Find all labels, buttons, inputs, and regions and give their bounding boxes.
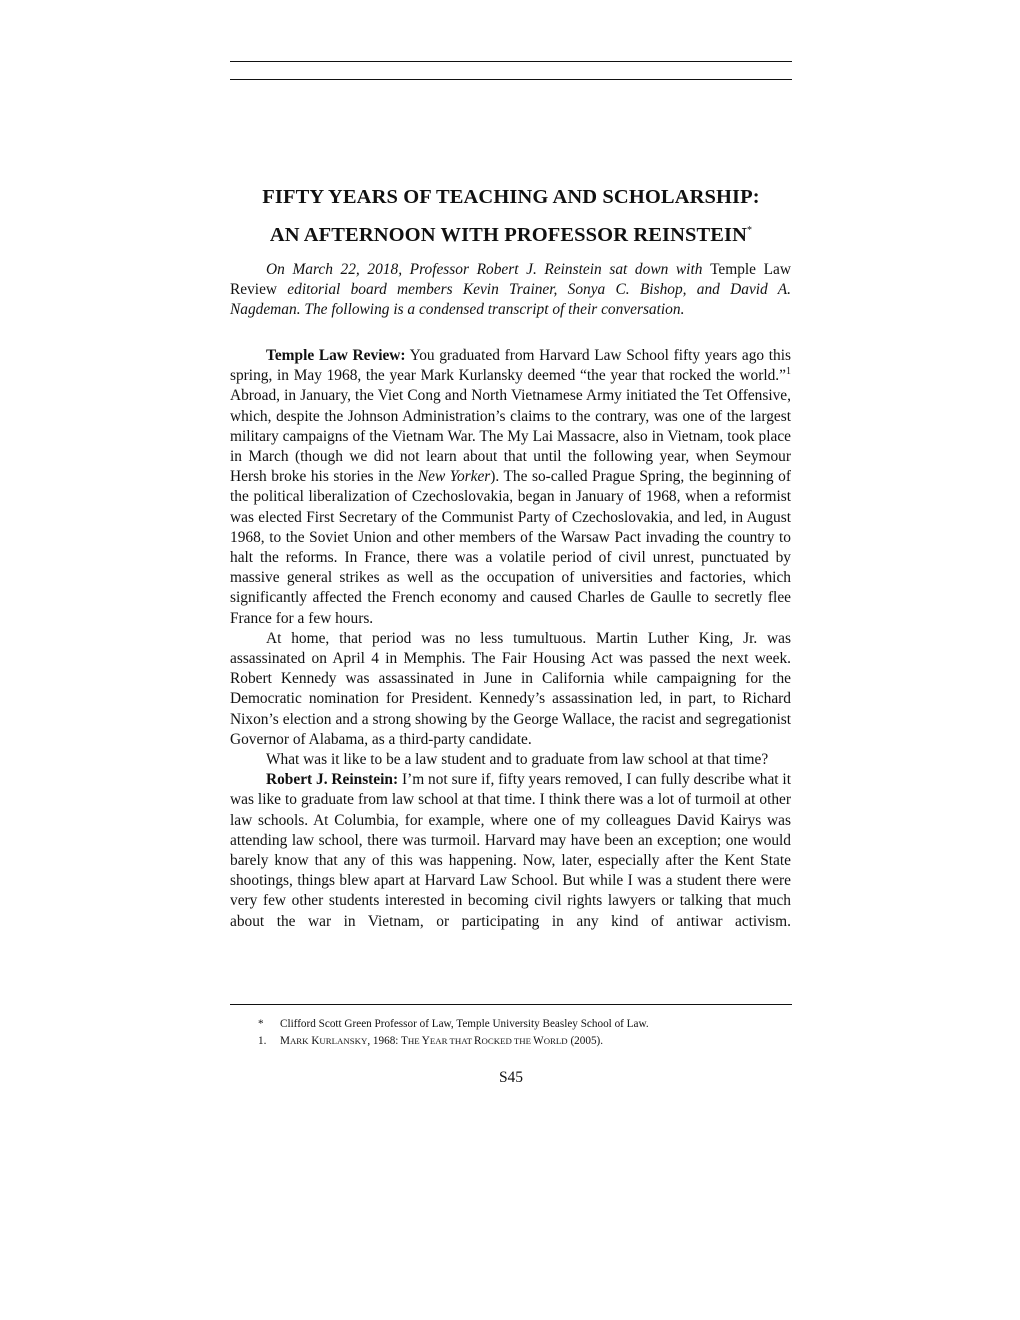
footnote-star	[258, 1017, 792, 1031]
fn1-sc-3: K	[311, 1035, 320, 1047]
page-number: S45	[498, 1069, 524, 1086]
title-footnote-marker[interactable]: *	[747, 225, 753, 237]
article-title-line-1	[230, 186, 792, 209]
fn1-sc-7: Y	[421, 1035, 430, 1047]
footnote-ref-1[interactable]: 1	[786, 366, 791, 378]
fn1-sc-12: ORLD	[543, 1036, 568, 1046]
transcript-paragraph-3: What was it like to be a law student and to graduate from law school at that time?	[266, 751, 769, 769]
intro-paragraph	[230, 260, 791, 321]
article-title-line-2	[230, 224, 792, 247]
transcript-paragraph-4	[230, 770, 791, 932]
footnote-1-number: 1.	[258, 1035, 267, 1047]
new-yorker-title: New Yorker	[417, 468, 491, 486]
paragraph-1-text-c: ). The so-called Prague Spring, the beginning of the political liberalization of Czechoslovakia, began in January of 1968, when a reformist was elected First Secretary of the Communist Party of Czechoslovakia, and led, in August 1968, to the Soviet Union and other members of the Warsaw Pact invading the country to halt the reforms. In France, there was a volatile period of civil unrest, punctuated by massive general strikes as well as the occupation of universities and factories, which significantly affected the French economy and caused Charles de Gaulle to secretly flee France for a few hours.	[230, 468, 791, 627]
paragraph-1-text-b: Abroad, in January, the Viet Cong and North Vietnamese Army initiated the Tet Offensive, which, despite the Johnson Administration’s claims to the contrary, was one of the largest military campaigns of the Vietnam War. The My Lai Massacre, also in Vietnam, took place in March (though we did not learn about that until the following year, when Seymour Hersh broke his stories in the	[230, 387, 791, 486]
journal-name: Temple Law Review	[230, 261, 791, 299]
footnote-star-marker: *	[258, 1018, 264, 1030]
speaker-label-reinstein: Robert J. Reinstein:	[266, 771, 399, 789]
speaker-label-tlr: Temple Law Review:	[266, 347, 406, 364]
transcript-paragraph-2: At home, that period was no less tumultuous. Martin Luther King, Jr. was assassinated on April 4 in Memphis. The Fair Housing Act was passed the next week. Robert Kennedy was assassinated in June in California while campaigning for the Democratic nomination for President. Kennedy’s assassination led, in part, to Richard Nixon’s election and a strong showing by the George Wallace, the racist and segregationist Governor of Alabama, as a third-party candidate.	[230, 629, 791, 748]
fn1-sc-5: T	[401, 1035, 408, 1047]
transcript-body	[230, 346, 791, 932]
footnote-separator	[230, 1004, 792, 1005]
fn1-sc-1: M	[280, 1035, 290, 1047]
title-text-1: FIFTY YEARS OF TEACHING AND SCHOLARSHIP:	[262, 186, 760, 208]
fn1-sc-10: OCKED THE	[481, 1036, 534, 1046]
footnote-1	[258, 1034, 792, 1048]
title-text-2: AN AFTERNOON WITH PROFESSOR REINSTEIN	[269, 224, 748, 246]
paragraph-1-text-a: You graduated from Harvard Law School fifty years ago this spring, in May 1968, the year Mark Kurlansky deemed “the year that rocked the world.”	[230, 347, 791, 385]
intro-text-2: editorial board members Kevin Trainer, Sonya C. Bishop, and David A. Nagdeman. The following is a condensed transcript of their conversation.	[230, 281, 791, 319]
fn1-sc-11: W	[533, 1035, 544, 1047]
fn1-sc-8: EAR THAT	[429, 1036, 475, 1046]
fn1-date: (2005).	[567, 1035, 604, 1047]
header-rule-top	[230, 61, 792, 62]
paragraph-4-text: I’m not sure if, fifty years removed, I can fully describe what it was like to graduate from law school at that time. I think there was a lot of turmoil at other law schools. At Columbia, for example, where one of my colleagues David Kairys was attending law school, there was turmoil. Harvard may have been an exception; one would barely know that any of this was happening. Now, later, especially after the Kent State shootings, things blew apart at Harvard Law School. But while I was a student there were very few other students interested in becoming civil rights lawyers or talking that much about the war in Vietnam, or participating in any kind of antiwar activism.	[230, 771, 791, 930]
fn1-sc-9: R	[474, 1035, 482, 1047]
transcript-paragraph-1	[230, 346, 791, 629]
fn1-year: , 1968:	[367, 1035, 401, 1047]
fn1-sc-2: ARK	[289, 1036, 309, 1046]
intro-text-1: On March 22, 2018, Professor Robert J. Reinstein sat down with	[266, 261, 711, 278]
footnote-star-text: Clifford Scott Green Professor of Law, Temple University Beasley School of Law.	[280, 1018, 649, 1030]
fn1-sc-4: URLANSKY	[319, 1036, 368, 1046]
fn1-sc-6: HE	[407, 1036, 422, 1046]
header-rule-bottom	[230, 79, 792, 80]
